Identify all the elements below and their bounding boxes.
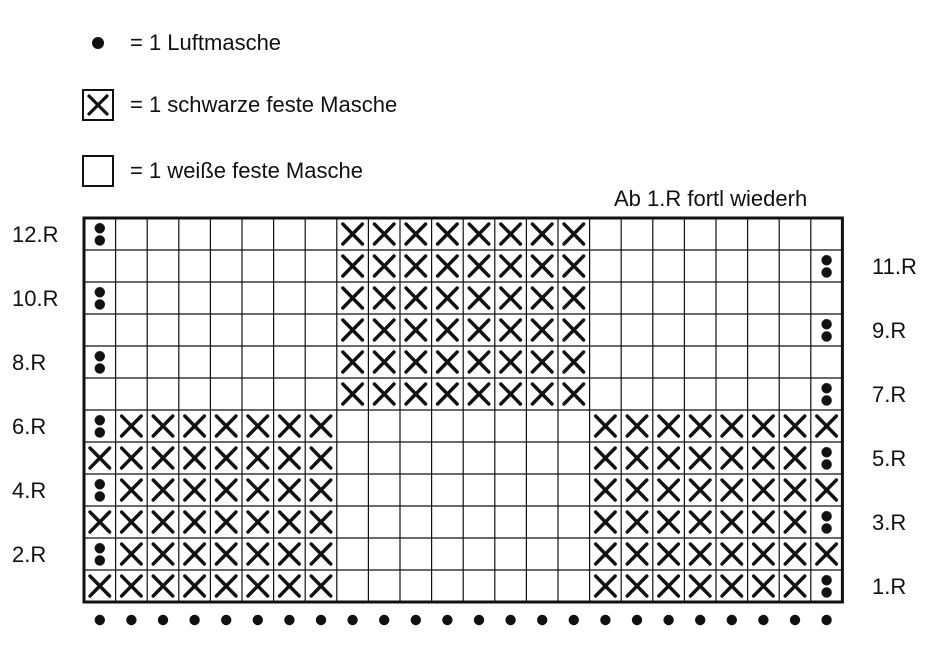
- black-stitch-cell: [216, 480, 236, 500]
- black-stitch-cell: [311, 416, 331, 436]
- black-stitch-cell: [596, 576, 616, 596]
- black-stitch-cell: [532, 320, 552, 340]
- foundation-chain-dot: [505, 615, 515, 625]
- black-stitch-cell: [374, 352, 394, 372]
- black-stitch-cell: [438, 320, 458, 340]
- black-stitch-cell: [785, 480, 805, 500]
- black-stitch-cell: [596, 512, 616, 532]
- row-label-7: 7.R: [872, 382, 907, 407]
- chain-stitch-pair-cell: [95, 543, 105, 566]
- foundation-chain-dot: [695, 615, 705, 625]
- foundation-chain-dot: [821, 615, 831, 625]
- black-stitch-cell: [122, 544, 142, 564]
- chain-stitch-pair-cell: [95, 223, 105, 246]
- chain-stitch-pair-cell: [821, 383, 831, 406]
- black-stitch-cell: [153, 480, 173, 500]
- foundation-chain-dot: [126, 615, 136, 625]
- black-stitch-cell: [564, 224, 584, 244]
- black-stitch-cell: [280, 448, 300, 468]
- black-stitch-cell: [785, 448, 805, 468]
- foundation-chain-dot: [790, 615, 800, 625]
- row-label-6: 6.R: [12, 414, 47, 439]
- black-stitch-cell: [754, 480, 774, 500]
- black-stitch-cell: [185, 544, 205, 564]
- black-stitch-cell: [659, 448, 679, 468]
- black-stitch-cell: [311, 512, 331, 532]
- legend-black-stitch-text: = 1 schwarze feste Masche: [130, 92, 398, 117]
- black-stitch-cell: [596, 416, 616, 436]
- black-stitch-cell: [185, 416, 205, 436]
- foundation-chain-dot: [663, 615, 673, 625]
- black-stitch-cell: [469, 256, 489, 276]
- black-stitch-cell: [564, 384, 584, 404]
- black-stitch-cell: [501, 384, 521, 404]
- black-stitch-cell: [280, 480, 300, 500]
- black-stitch-cell: [532, 288, 552, 308]
- black-stitch-cell: [627, 480, 647, 500]
- row-label-10: 10.R: [12, 286, 59, 311]
- black-stitch-cell: [153, 416, 173, 436]
- black-stitch-cell: [343, 288, 363, 308]
- black-stitch-cell: [343, 384, 363, 404]
- black-stitch-cell: [627, 544, 647, 564]
- black-stitch-cell: [690, 416, 710, 436]
- foundation-chain-dot: [95, 615, 105, 625]
- black-stitch-cell: [532, 352, 552, 372]
- black-stitch-cell: [406, 256, 426, 276]
- black-stitch-cell: [785, 576, 805, 596]
- black-stitch-cell: [311, 480, 331, 500]
- black-stitch-cell: [280, 512, 300, 532]
- black-stitch-cell: [438, 256, 458, 276]
- black-stitch-cell: [722, 480, 742, 500]
- black-stitch-cell: [311, 448, 331, 468]
- black-stitch-cell: [406, 320, 426, 340]
- black-stitch-cell: [469, 384, 489, 404]
- foundation-chain-dot: [253, 615, 263, 625]
- foundation-chain-dot: [442, 615, 452, 625]
- chain-stitch-pair-cell: [821, 319, 831, 342]
- black-stitch-cell: [374, 256, 394, 276]
- black-stitch-cell: [248, 448, 268, 468]
- black-stitch-cell: [785, 416, 805, 436]
- black-stitch-cell: [722, 416, 742, 436]
- row-label-9: 9.R: [872, 318, 907, 343]
- black-stitch-cell: [690, 448, 710, 468]
- black-stitch-cell: [564, 320, 584, 340]
- repeat-note: Ab 1.R fortl wiederh: [614, 186, 808, 211]
- black-stitch-cell: [153, 544, 173, 564]
- black-stitch-cell: [596, 480, 616, 500]
- black-stitch-cell: [564, 352, 584, 372]
- black-stitch-cell: [153, 448, 173, 468]
- legend-chain-stitch-text: = 1 Luftmasche: [130, 30, 282, 55]
- black-stitch-cell: [754, 416, 774, 436]
- row-label-4: 4.R: [12, 478, 47, 503]
- black-stitch-cell: [785, 544, 805, 564]
- black-stitch-cell: [817, 416, 837, 436]
- black-stitch-cell: [438, 352, 458, 372]
- foundation-chain-dot: [632, 615, 642, 625]
- black-stitch-cell: [722, 544, 742, 564]
- foundation-chain-dot: [411, 615, 421, 625]
- foundation-chain-dot: [537, 615, 547, 625]
- black-stitch-cell: [343, 320, 363, 340]
- black-stitch-cell: [374, 288, 394, 308]
- black-stitch-cell: [659, 480, 679, 500]
- black-stitch-cell: [469, 288, 489, 308]
- black-stitch-cell: [248, 416, 268, 436]
- black-stitch-cell: [406, 352, 426, 372]
- black-stitch-cell: [627, 512, 647, 532]
- black-stitch-cell: [90, 512, 110, 532]
- black-stitch-cell: [627, 576, 647, 596]
- foundation-chain-dot: [474, 615, 484, 625]
- black-stitch-cell: [438, 288, 458, 308]
- black-stitch-cell: [248, 576, 268, 596]
- black-stitch-cell: [122, 416, 142, 436]
- black-stitch-cell: [754, 448, 774, 468]
- black-stitch-cell: [406, 224, 426, 244]
- black-stitch-cell: [754, 512, 774, 532]
- black-stitch-cell: [754, 576, 774, 596]
- black-stitch-cell: [722, 448, 742, 468]
- black-stitch-cell: [153, 576, 173, 596]
- black-stitch-cell: [564, 288, 584, 308]
- black-stitch-cell: [185, 448, 205, 468]
- black-stitch-cell: [501, 224, 521, 244]
- foundation-chain-dot: [727, 615, 737, 625]
- black-stitch-cell: [122, 512, 142, 532]
- foundation-chain-dot: [758, 615, 768, 625]
- foundation-chain-dot: [189, 615, 199, 625]
- black-stitch-cell: [216, 576, 236, 596]
- black-stitch-cell: [501, 352, 521, 372]
- black-stitch-cell: [311, 576, 331, 596]
- black-stitch-cell: [469, 224, 489, 244]
- foundation-chain-dot: [158, 615, 168, 625]
- black-stitch-cell: [153, 512, 173, 532]
- black-stitch-cell: [216, 448, 236, 468]
- black-stitch-cell: [185, 512, 205, 532]
- black-stitch-cell: [374, 384, 394, 404]
- row-label-3: 3.R: [872, 510, 907, 535]
- black-stitch-cell: [754, 544, 774, 564]
- black-stitch-cell: [722, 512, 742, 532]
- black-stitch-cell: [374, 224, 394, 244]
- chain-stitch-pair-cell: [95, 479, 105, 502]
- black-stitch-cell: [659, 576, 679, 596]
- black-stitch-cell: [311, 544, 331, 564]
- row-label-12: 12.R: [12, 222, 59, 247]
- black-stitch-cell: [280, 416, 300, 436]
- black-stitch-cell: [343, 224, 363, 244]
- black-stitch-cell: [216, 544, 236, 564]
- black-stitch-cell: [596, 448, 616, 468]
- black-stitch-cell: [122, 448, 142, 468]
- black-stitch-cell: [374, 320, 394, 340]
- black-stitch-cell: [532, 384, 552, 404]
- black-stitch-cell: [406, 288, 426, 308]
- row-label-2: 2.R: [12, 542, 47, 567]
- black-stitch-cell: [280, 576, 300, 596]
- black-stitch-cell: [185, 576, 205, 596]
- black-stitch-cell: [122, 576, 142, 596]
- foundation-chain-dot: [221, 615, 231, 625]
- chain-stitch-pair-cell: [95, 351, 105, 374]
- black-stitch-cell: [785, 512, 805, 532]
- black-stitch-cell: [501, 320, 521, 340]
- black-stitch-cell: [532, 256, 552, 276]
- black-stitch-cell: [185, 480, 205, 500]
- black-stitch-cell: [438, 224, 458, 244]
- black-stitch-cell: [343, 352, 363, 372]
- black-stitch-cell: [438, 384, 458, 404]
- black-stitch-cell: [343, 256, 363, 276]
- chain-stitch-pair-cell: [95, 415, 105, 438]
- row-label-11: 11.R: [872, 254, 917, 279]
- black-stitch-cell: [501, 288, 521, 308]
- chain-stitch-pair-cell: [821, 255, 831, 278]
- black-stitch-cell: [659, 416, 679, 436]
- black-stitch-cell: [280, 544, 300, 564]
- black-stitch-cell: [248, 544, 268, 564]
- black-stitch-cell: [532, 224, 552, 244]
- foundation-chain-dot: [347, 615, 357, 625]
- black-stitch-cell: [596, 544, 616, 564]
- black-stitch-cell: [122, 480, 142, 500]
- black-stitch-cell: [564, 256, 584, 276]
- black-stitch-cell: [248, 480, 268, 500]
- black-stitch-cell: [659, 544, 679, 564]
- row-label-5: 5.R: [872, 446, 907, 471]
- black-stitch-cell: [406, 384, 426, 404]
- black-stitch-cell: [722, 576, 742, 596]
- black-stitch-cell: [627, 448, 647, 468]
- chain-stitch-pair-cell: [821, 511, 831, 534]
- black-stitch-cell: [216, 416, 236, 436]
- foundation-chain-dot: [569, 615, 579, 625]
- black-stitch-cell: [90, 448, 110, 468]
- black-stitch-cell: [690, 576, 710, 596]
- row-label-1: 1.R: [872, 574, 907, 599]
- black-stitch-cell: [690, 480, 710, 500]
- black-stitch-cell: [469, 320, 489, 340]
- foundation-chain-dot: [284, 615, 294, 625]
- black-stitch-cell: [690, 512, 710, 532]
- foundation-chain-dot: [379, 615, 389, 625]
- chain-stitch-pair-cell: [95, 287, 105, 310]
- foundation-chain-dot: [600, 615, 610, 625]
- chain-stitch-pair-cell: [821, 447, 831, 470]
- black-stitch-cell: [216, 512, 236, 532]
- black-stitch-cell: [817, 544, 837, 564]
- legend-white-stitch-text: = 1 weiße feste Masche: [130, 158, 363, 183]
- black-stitch-cell: [690, 544, 710, 564]
- black-stitch-cell: [90, 576, 110, 596]
- row-label-8: 8.R: [12, 350, 47, 375]
- black-stitch-cell: [501, 256, 521, 276]
- foundation-chain-dot: [316, 615, 326, 625]
- black-stitch-cell: [627, 416, 647, 436]
- black-stitch-cell: [469, 352, 489, 372]
- black-stitch-cell: [817, 480, 837, 500]
- chain-stitch-pair-cell: [821, 575, 831, 598]
- black-stitch-cell: [659, 512, 679, 532]
- black-stitch-cell: [248, 512, 268, 532]
